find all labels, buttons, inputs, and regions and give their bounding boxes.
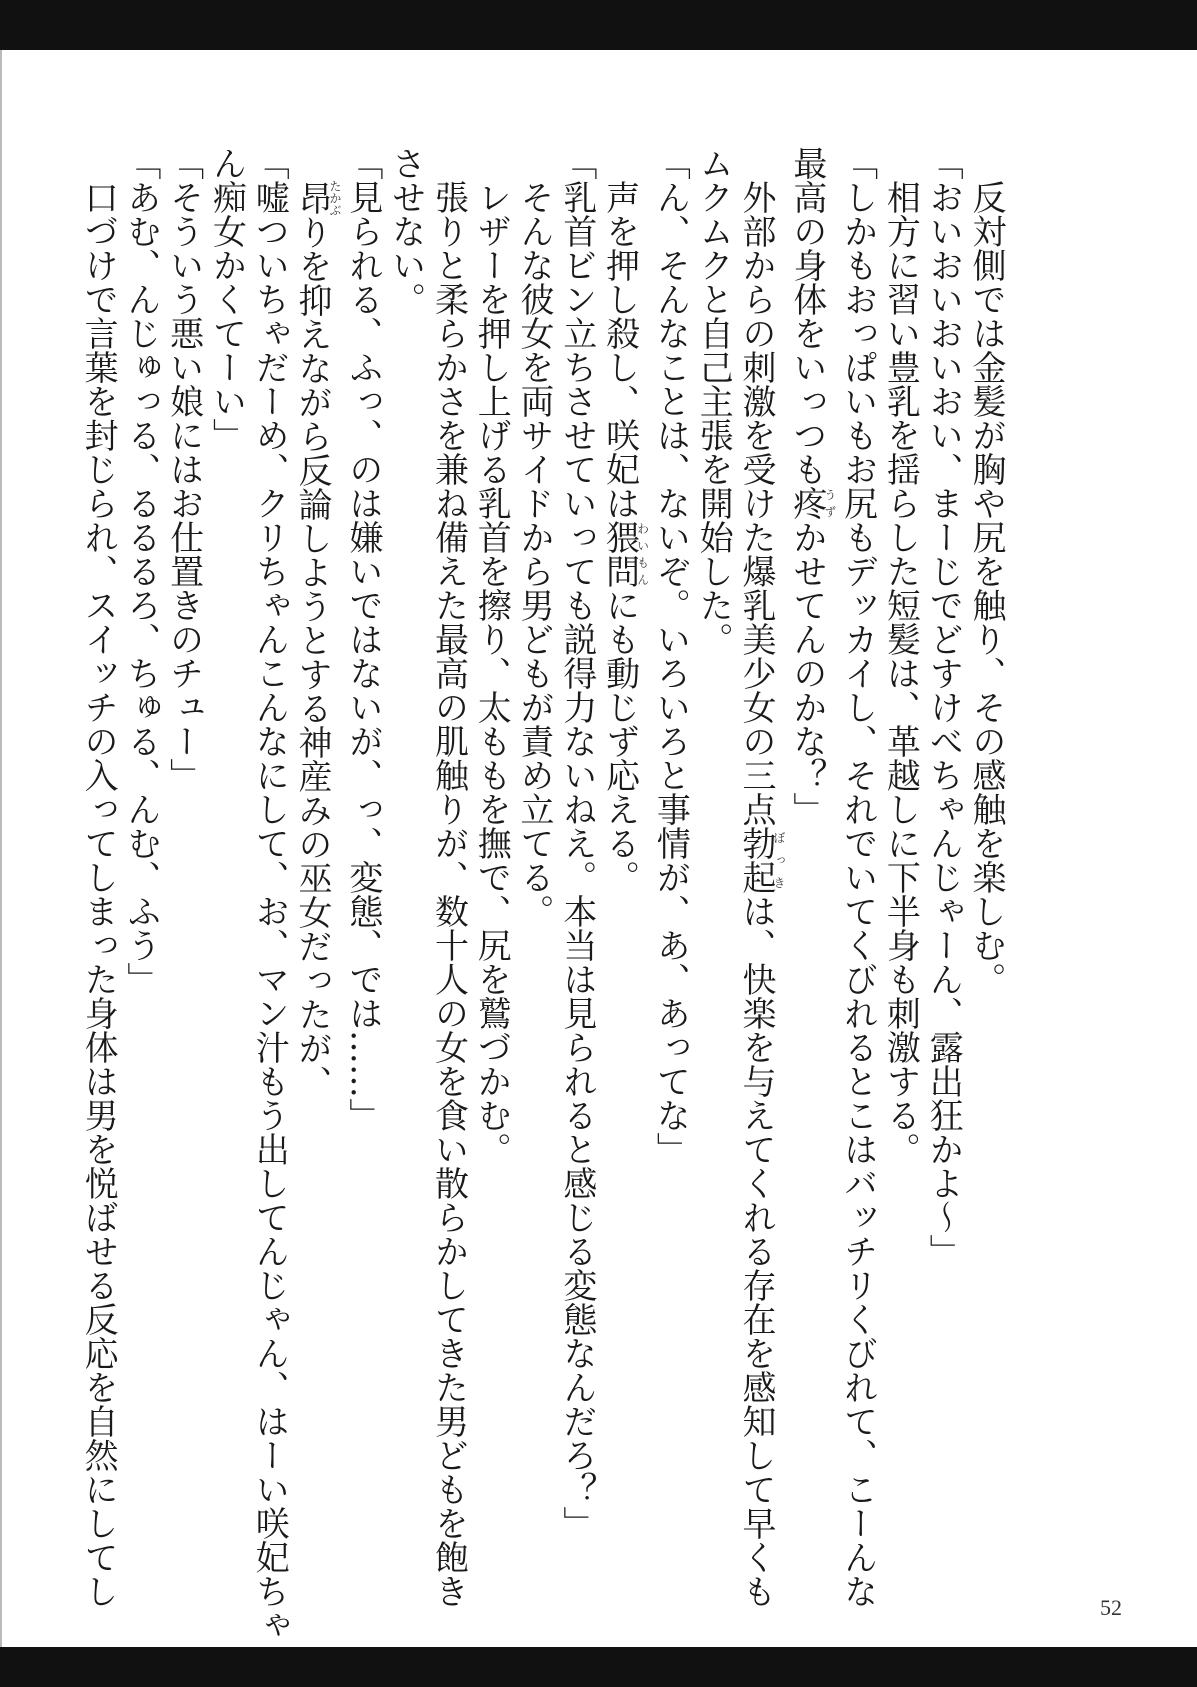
text-segment: 最高の身体をいっつも [786,146,827,486]
ruby-word [786,486,837,520]
text-line [119,146,162,1646]
text-line [555,146,598,1646]
ruby-word [599,520,650,588]
ruby-word [736,826,787,894]
ruby-base: 疼 [786,486,827,520]
text-line [341,146,384,1646]
text-line [785,146,836,1646]
text-line [290,146,341,1646]
furigana: わいもん [635,520,650,588]
text-line [598,146,649,1646]
text-segment: ん痴女かくてーい」 [206,146,247,452]
bottom-black-bar [0,1647,1197,1687]
text-line [205,146,248,1646]
text-segment: そんな彼女を両サイドから男どもが責め立てる。 [514,180,555,928]
furigana: ぼっき [772,826,787,894]
text-line [384,146,427,1646]
text-line [76,146,119,1646]
text-segment: 外部からの刺激を受けた爆乳美少女の三点 [736,180,777,826]
ruby-base: 猥問 [599,520,640,588]
text-segment: りを抑えながら反論しようとする神産みの巫女だったが、 [292,215,333,1099]
text-line [247,146,290,1646]
text-segment: 「しかもおっぱいもお尻もデッカイし、それでいてくびれるとこはバッチリくびれて、こーんな [837,146,878,1608]
text-segment: 「そういう悪い娘にはお仕置きのチュー」 [163,146,204,792]
text-line [836,146,879,1646]
page-edge [0,50,2,1647]
text-segment: 声を押し殺し、咲妃は [599,180,640,520]
text-segment: 「おいおいおいおい、まーじでどすけべちゃんじゃーん、露出狂かよ〜」 [923,146,964,1268]
ruby-word [292,180,343,216]
top-black-bar [0,0,1197,50]
vertical-body-text [76,146,1007,1646]
text-segment: レザーを押し上げる乳首を擦り、太ももを撫で、尻を鷲づかむ。 [471,180,512,1166]
text-line [691,146,734,1646]
furigana: たかぶ [328,180,343,216]
page-number: 52 [1100,1595,1122,1620]
text-segment: ムクムクと自己主張を開始した。 [693,146,734,656]
text-segment: 「あむ、んじゅっる、るるるろ、ちゅる、んむ、ふう」 [120,146,161,996]
text-segment: させない。 [385,146,426,316]
text-line [734,146,785,1646]
ruby-base: 昂 [292,180,333,216]
text-segment: 反対側では金髪が胸や尻を触り、その感触を楽しむ。 [966,180,1006,996]
text-segment: かせてんのかな？」 [786,520,827,826]
text-line [512,146,555,1646]
text-segment: 張りと柔らかさを兼ね備えた最高の肌触りが、数十人の女を食い散らかしてきた男どもを飽き [428,180,469,1608]
text-segment: 「嘘ついちゃだーめ、クリちゃんこんなにして、お、マン汁もう出してんじゃん、はーい咲妃ちゃ [249,146,290,1642]
ruby-base: 勃起 [736,826,777,894]
text-segment: 「見られる、ふっ、のは嫌いではないが、っ、変態、では……」 [342,146,383,1132]
text-line [162,146,205,1646]
text-segment: 相方に習い豊乳を揺らした短髪は、革越しに下半身も刺激する。 [880,180,921,1166]
text-segment: 口づけで言葉を封じられ、スイッチの入ってしまった身体は男を悦ばせる反応を自然にしてし [78,180,119,1608]
text-line [427,146,470,1646]
text-line [649,146,692,1646]
text-line [921,146,964,1646]
text-line [879,146,922,1646]
text-line [964,146,1007,1646]
text-segment: 「乳首ビン立ちさせていっても説得力ないねえ。本当は見られると感じる変態なんだろ？」 [556,146,597,1540]
text-segment: は、快楽を与えてくれる存在を感知して早くも [736,894,777,1608]
text-segment: 「ん、そんなことは、ないぞ。いろいろと事情が、あ、あってな」 [650,146,691,1166]
text-line [469,146,512,1646]
text-segment: にも動じず応える。 [599,588,640,894]
furigana: うず [822,486,837,520]
